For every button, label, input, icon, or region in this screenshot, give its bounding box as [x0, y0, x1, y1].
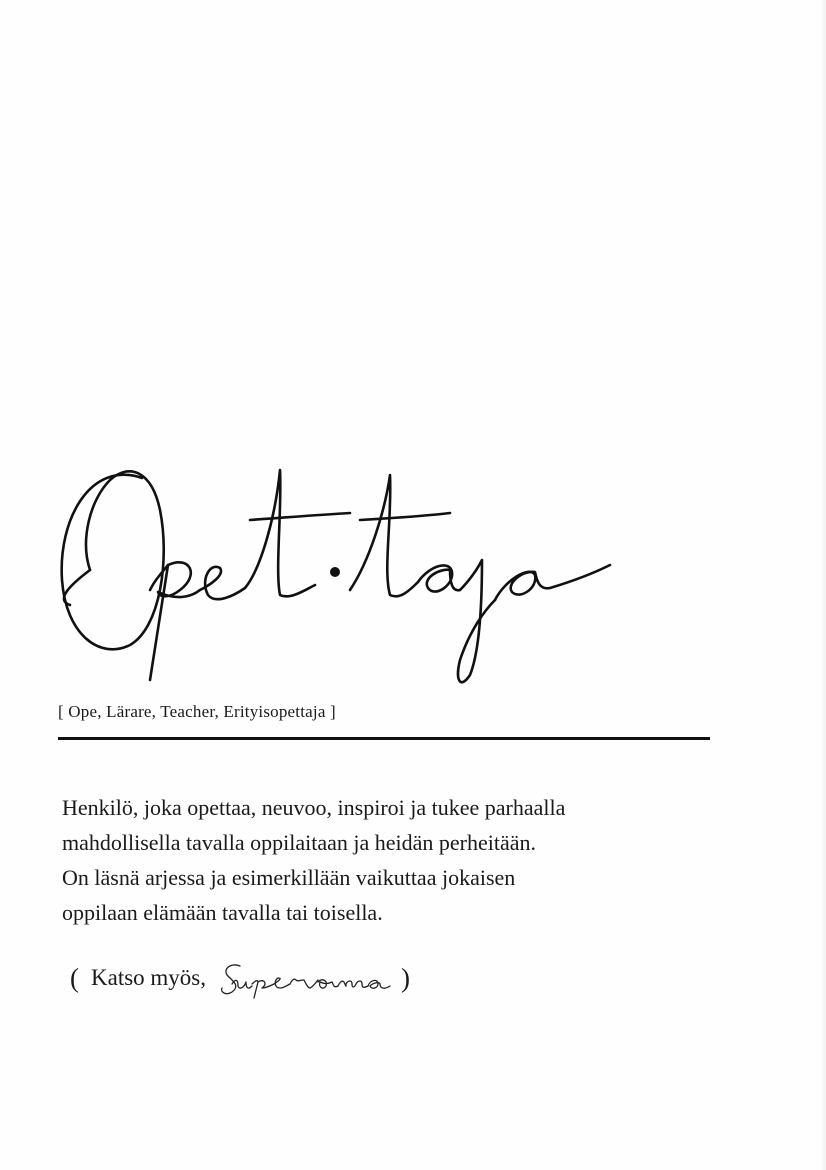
title-word-handwritten — [50, 450, 630, 700]
title-word-script-drawing — [50, 450, 630, 700]
definition-line: oppilaan elämään tavalla tai toisella. — [62, 900, 383, 925]
definition-line: mahdollisella tavalla oppilaitaan ja heidän perheitään. — [62, 830, 537, 855]
definition-text — [62, 790, 702, 930]
see-also-close-paren: ) — [401, 962, 410, 993]
divider-rule — [58, 737, 710, 740]
synonyms-line: [ Ope, Lärare, Teacher, Erityisopettaja ] — [58, 702, 336, 721]
card-edge-shadow — [820, 0, 826, 1170]
definition-line: Henkilö, joka opettaa, neuvoo, inspiroi ja tukee parhaalla — [62, 795, 566, 820]
script-word-drawing — [218, 958, 393, 998]
see-also-open-paren: ( — [70, 962, 79, 993]
see-also-prefix: Katso myös, — [91, 965, 206, 990]
definition-line: On läsnä arjessa ja esimerkillään vaikuttaa jokaisen — [62, 865, 516, 890]
see-also-line — [70, 958, 410, 998]
see-also-script-word — [218, 958, 393, 998]
